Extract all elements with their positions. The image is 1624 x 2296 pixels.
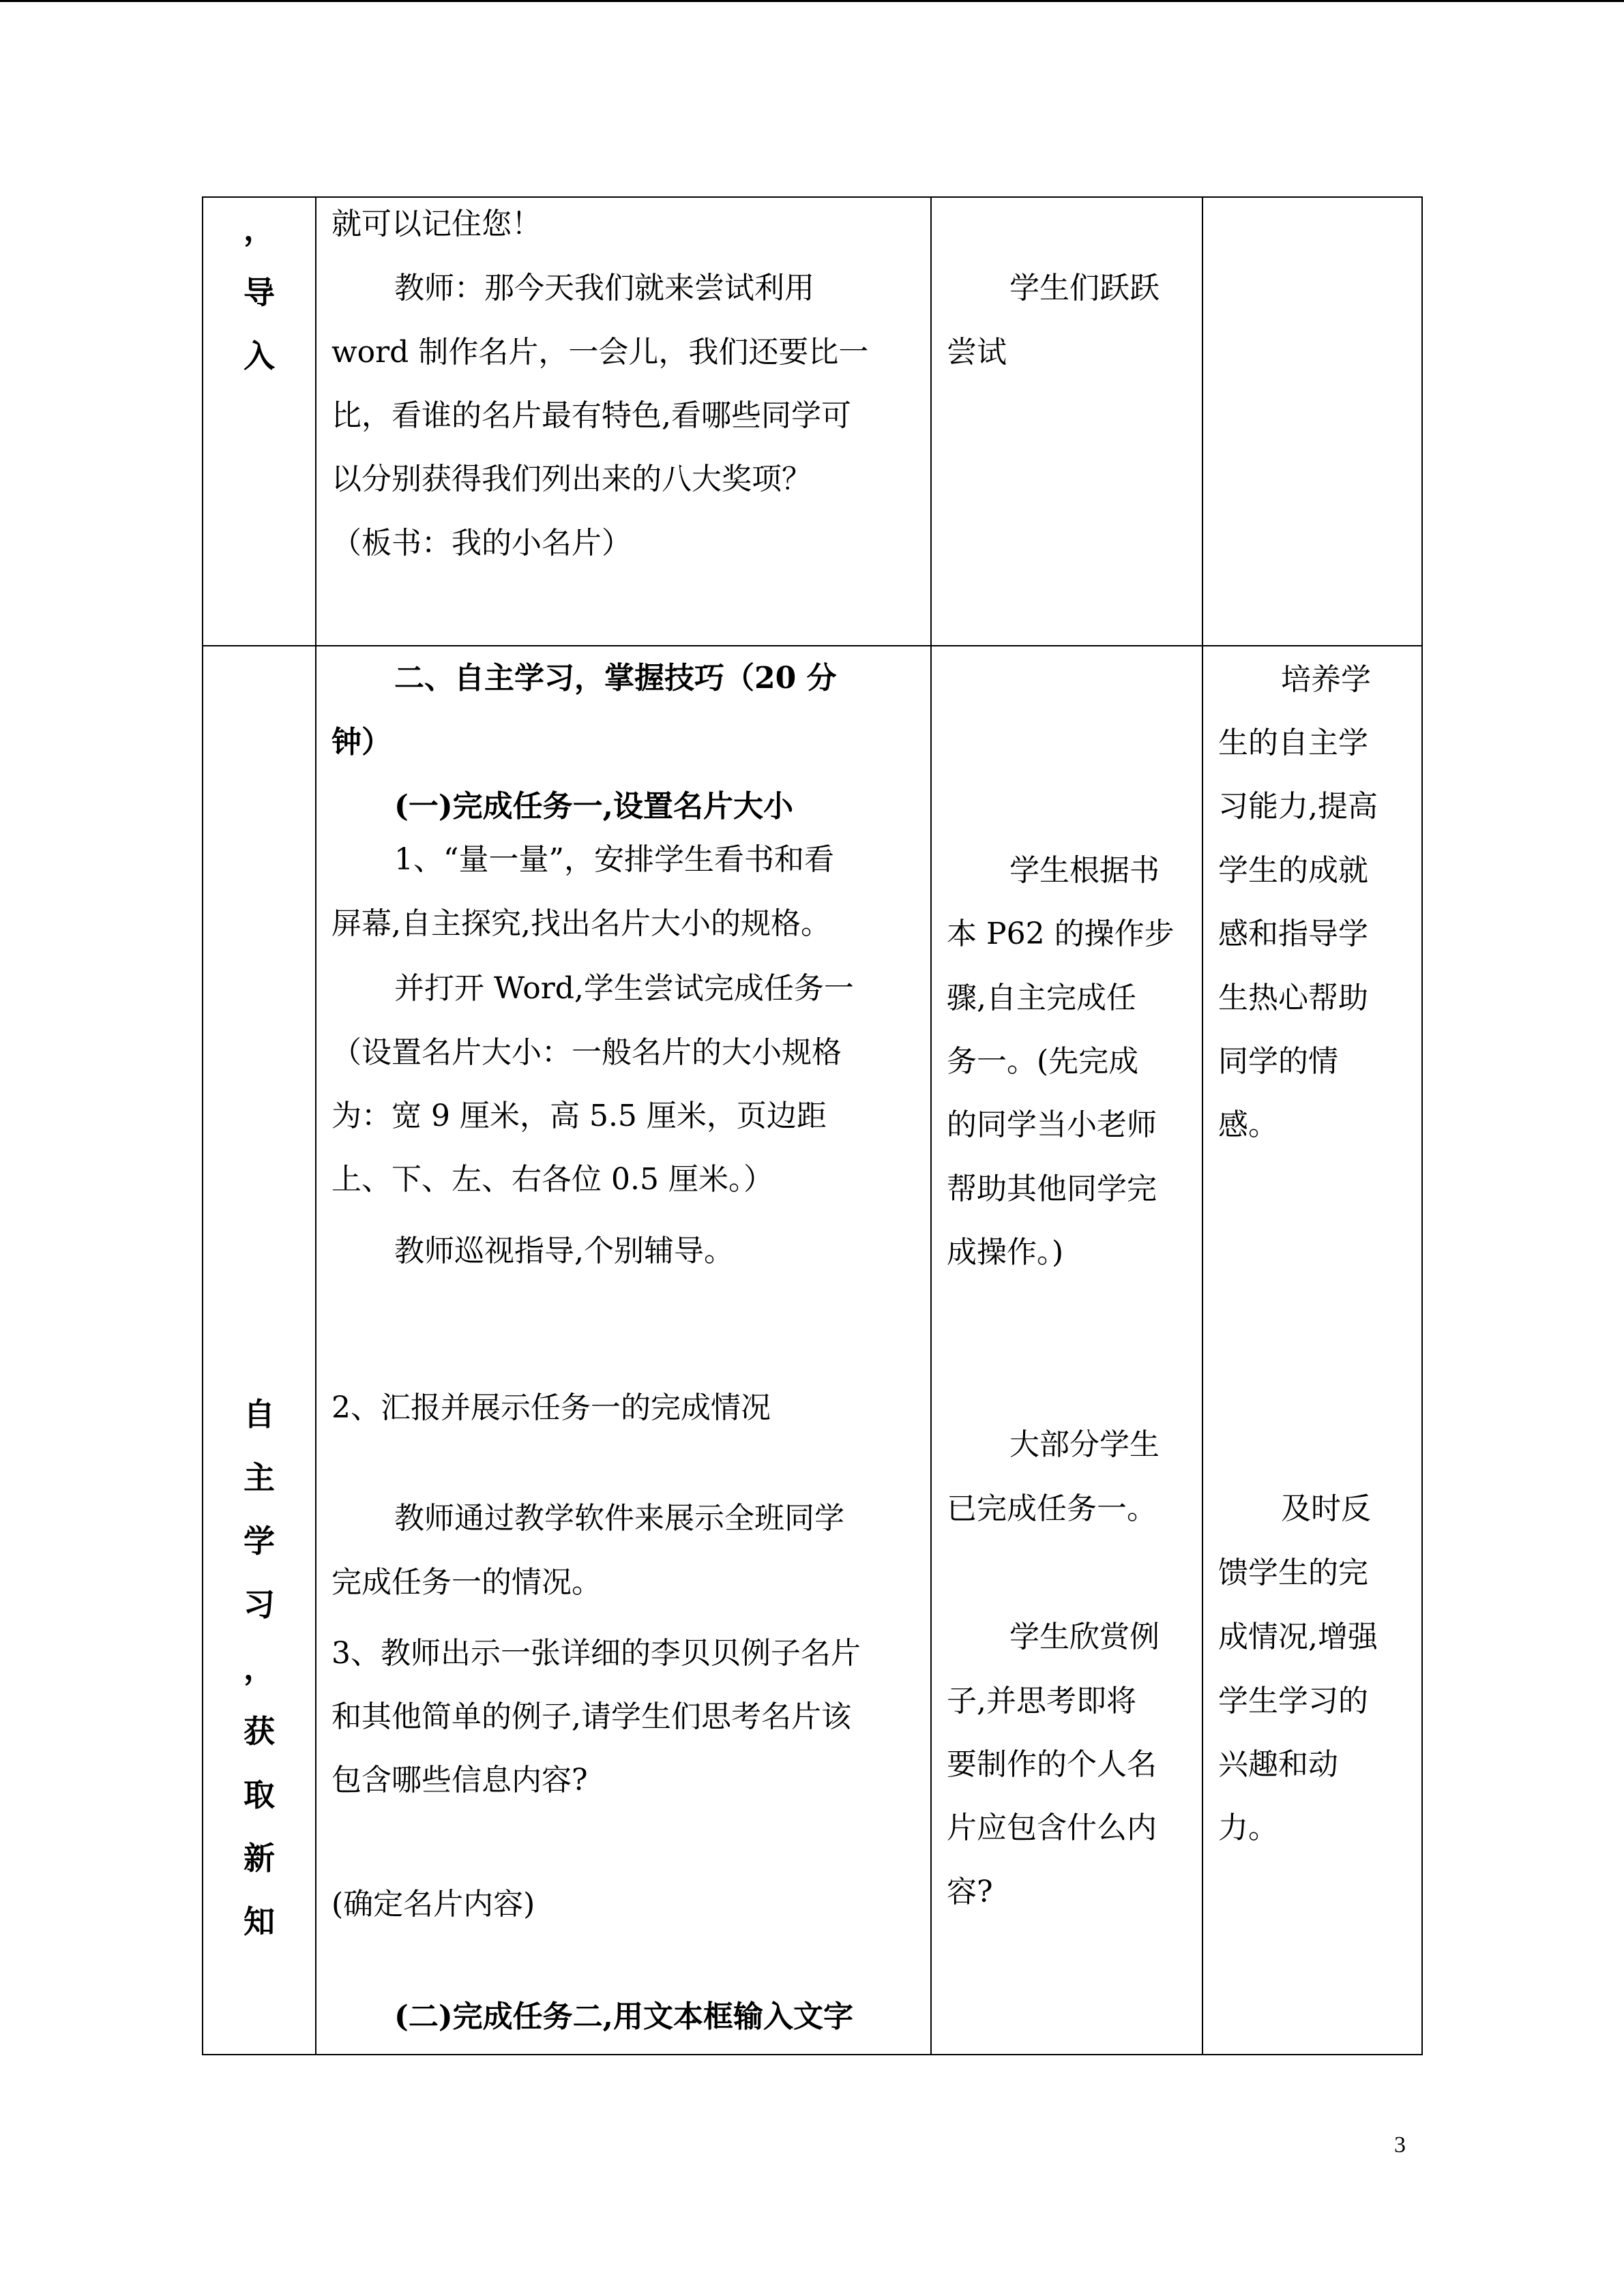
text-line: (确定名片内容)	[331, 1887, 535, 1922]
text-line: 馈学生的完	[1218, 1555, 1368, 1590]
text-line: 包含哪些信息内容?	[331, 1763, 588, 1798]
text-line: 比，看谁的名片最有特色,看哪些同学可	[331, 398, 851, 433]
text-line: 感。	[1218, 1107, 1278, 1142]
table-row	[203, 646, 1422, 2055]
text-line: 教师通过教学软件来展示全班同学	[394, 1501, 844, 1536]
text-line: 本 P62 的操作步	[947, 916, 1175, 951]
text-line: 骤,自主完成任	[947, 981, 1136, 1015]
text-line: 学生们跃跃	[1009, 271, 1160, 305]
stage-char: 知	[243, 1903, 275, 1940]
stage-cell	[203, 646, 316, 2055]
text-line: 以分别获得我们列出来的八大奖项？	[331, 462, 812, 496]
text-line: 已完成任务一。	[947, 1491, 1157, 1526]
text-line: 成操作。)	[947, 1235, 1064, 1270]
design-purpose-cell	[1202, 646, 1422, 2055]
table-row	[203, 197, 1422, 646]
text-line: 习能力,提高	[1218, 789, 1378, 824]
stage-char: 习	[243, 1586, 275, 1623]
stage-cell	[203, 197, 316, 646]
text-line: 为：宽 9 厘米，高 5.5 厘米，页边距	[331, 1099, 827, 1133]
text-line: （板书：我的小名片）	[331, 526, 632, 561]
text-line: 学生根据书	[1009, 853, 1160, 888]
stage-char: ，	[243, 211, 275, 248]
text-line: （设置名片大小：一般名片的大小规格	[331, 1035, 842, 1070]
text-line: 1、“量一量”，安排学生看书和看	[394, 842, 834, 877]
text-line: 教师：那今天我们就来尝试利用	[394, 271, 814, 305]
stage-char: ，	[243, 1650, 275, 1686]
text-line: 的同学当小老师	[947, 1107, 1157, 1142]
text-line: 3、教师出示一张详细的李贝贝例子名片	[331, 1636, 861, 1671]
text-line: 子,并思考即将	[947, 1684, 1136, 1718]
text-line: 兴趣和动	[1218, 1747, 1338, 1782]
text-line: 并打开 Word,学生尝试完成任务一	[394, 971, 854, 1006]
teacher-activity-cell	[316, 646, 931, 2055]
text-line: 力。	[1218, 1810, 1278, 1845]
text-line: 生热心帮助	[1218, 981, 1368, 1015]
stage-char: 获	[243, 1713, 275, 1750]
text-line: 屏幕,自主探究,找出名片大小的规格。	[331, 906, 831, 941]
stage-char: 学	[243, 1523, 275, 1560]
text-line: 学生学习的	[1218, 1684, 1368, 1718]
teacher-activity-cell	[316, 197, 931, 646]
student-activity-cell	[931, 197, 1202, 646]
lesson-plan-table	[202, 196, 1423, 2055]
text-line: 学生的成就	[1218, 853, 1368, 888]
top-border-line	[0, 0, 1624, 2]
text-line: 帮助其他同学完	[947, 1172, 1157, 1206]
text-line: 上、下、左、右各位 0.5 厘米。）	[331, 1162, 773, 1197]
text-line: 务一。(先完成	[947, 1044, 1139, 1079]
text-line: word 制作名片，一会儿，我们还要比一	[331, 335, 869, 370]
text-line: 及时反	[1281, 1491, 1371, 1526]
section-heading: 钟）	[331, 725, 392, 760]
design-purpose-cell	[1202, 197, 1422, 646]
stage-char: 自	[243, 1396, 275, 1433]
text-line: 同学的情	[1218, 1044, 1338, 1079]
text-line: 要制作的个人名	[947, 1747, 1157, 1782]
page-number: 3	[1394, 2132, 1406, 2158]
stage-char: 取	[243, 1776, 275, 1813]
text-line: 培养学	[1281, 662, 1371, 697]
task-heading: (二)完成任务二,用文本框输入文字	[394, 1999, 853, 2034]
text-line: 成情况,增强	[1218, 1620, 1378, 1654]
text-line: 容?	[947, 1875, 993, 1909]
text-line: 尝试	[947, 335, 1007, 370]
stage-char: 入	[243, 338, 275, 374]
task-heading: (一)完成任务一,设置名片大小	[394, 789, 793, 824]
text-line: 完成任务一的情况。	[331, 1565, 602, 1600]
text-line: 片应包含什么内	[947, 1810, 1157, 1845]
student-activity-cell	[931, 646, 1202, 2055]
text-line: 就可以记住您！	[331, 207, 542, 241]
stage-char: 导	[243, 274, 275, 311]
text-line: 和其他简单的例子,请学生们思考名片该	[331, 1699, 851, 1734]
text-line: 感和指导学	[1218, 916, 1368, 951]
text-line: 大部分学生	[1009, 1427, 1160, 1462]
text-line: 学生欣赏例	[1009, 1620, 1160, 1654]
stage-char: 新	[243, 1840, 275, 1877]
text-line: 生的自主学	[1218, 726, 1368, 760]
section-heading: 二、自主学习，掌握技巧（20 分	[394, 661, 837, 696]
stage-char: 主	[243, 1459, 275, 1496]
text-line: 教师巡视指导,个别辅导。	[394, 1234, 734, 1268]
text-line: 2、汇报并展示任务一的完成情况	[331, 1390, 771, 1425]
